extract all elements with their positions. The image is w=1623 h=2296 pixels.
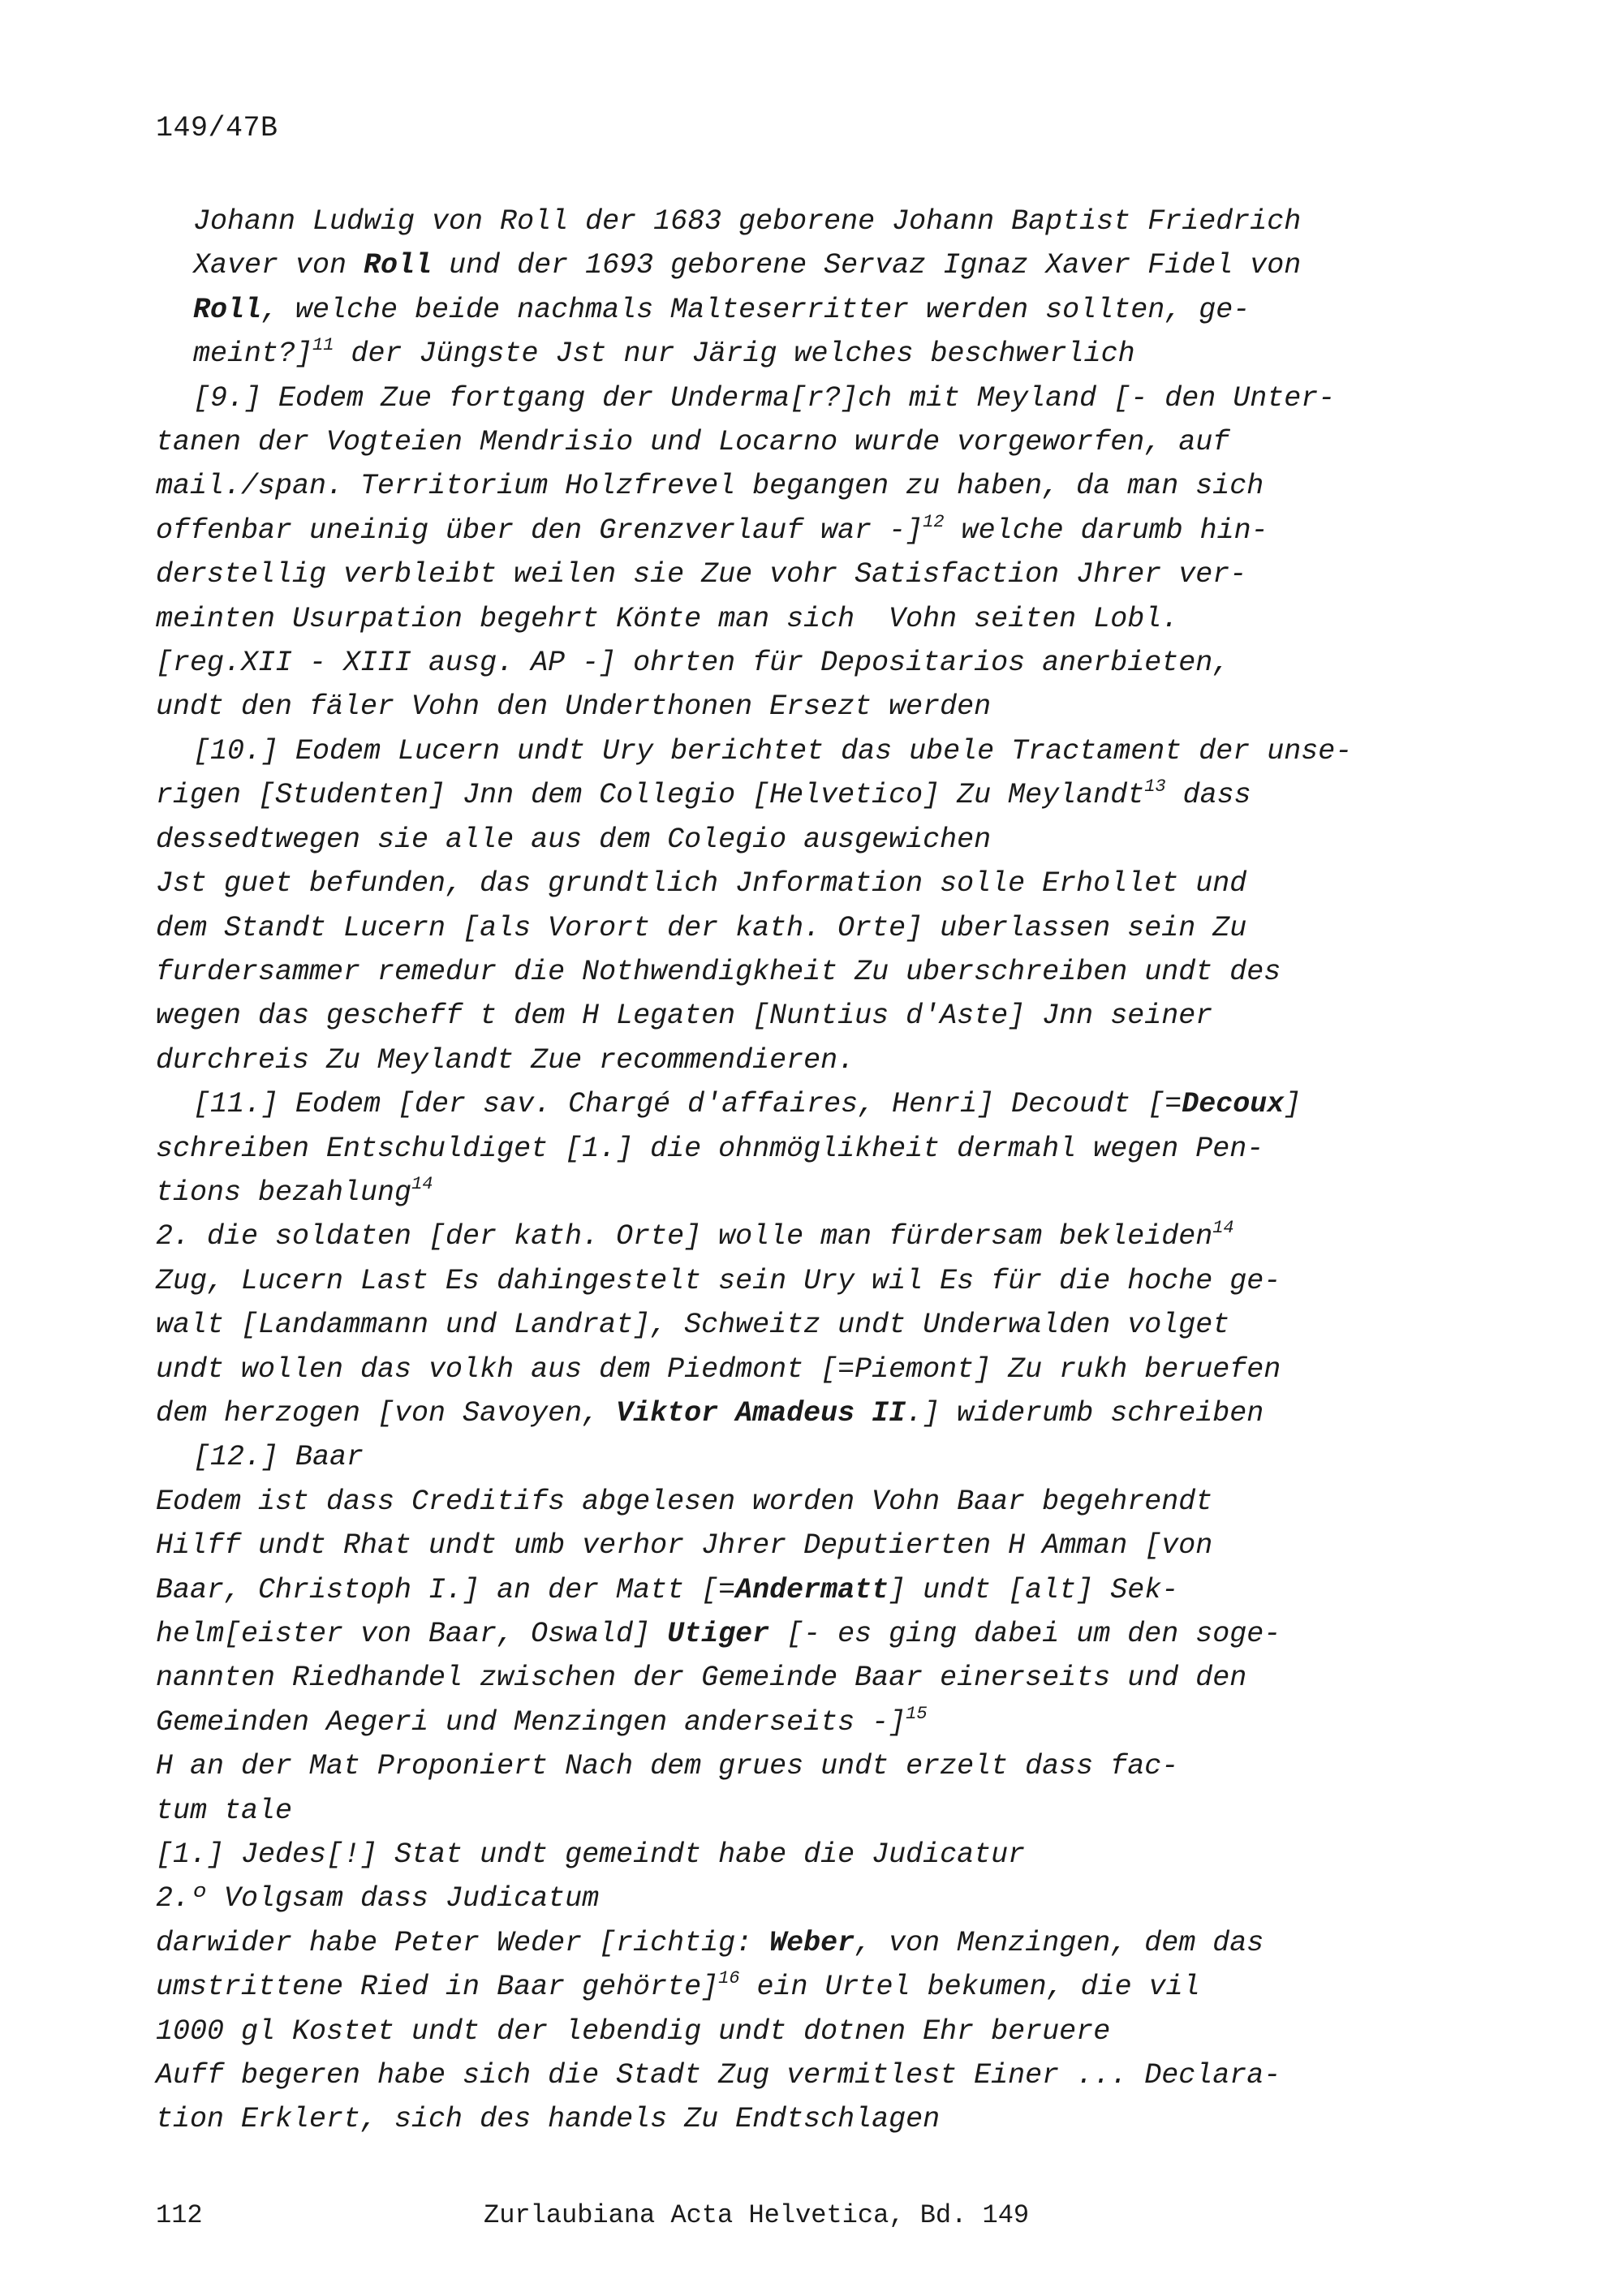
name-bold: Decoux [1182, 1088, 1285, 1121]
text-line: [10.] Eodem Lucern undt Ury berichtet das ubele Tractament der unse- [193, 734, 1353, 767]
text-line: Eodem ist dass Creditifs abgelesen worden Vohn Baar begehrendt [156, 1485, 1213, 1518]
text-line: undt wollen das volkh aus dem Piedmont [=Piemont] Zu rukh beruefen [156, 1352, 1281, 1386]
text-line: Jst guet befunden, das grundtlich Jnformation solle Erhollet und [156, 867, 1247, 901]
text-line: helm[eister von Baar, Oswald] Utiger [- es ging dabei um den soge- [156, 1618, 1281, 1650]
footnote-ref: 12 [923, 511, 945, 532]
document-body [156, 200, 1422, 2142]
page-footer [156, 2200, 1029, 2230]
text-line: Auff begeren habe sich die Stadt Zug vermitlest Einer ... Declara- [156, 2059, 1281, 2092]
text-line: walt [Landammann und Landrat], Schweitz undt Underwalden volget [156, 1309, 1230, 1342]
text-line: Johann Ludwig von Roll der 1683 geborene Johann Baptist Friedrich [193, 205, 1302, 238]
text-line: [9.] Eodem Zue fortgang der Underma[r?]ch mit Meyland [- den Unter- [193, 381, 1336, 415]
publication-title: Zurlaubiana Acta Helvetica, Bd. 149 [484, 2200, 1030, 2230]
footnote-ref: 14 [411, 1173, 433, 1194]
text-line: dem Standt Lucern [als Vorort der kath. Orte] uberlassen sein Zu [156, 911, 1247, 944]
name-bold: Weber [769, 1926, 855, 1959]
text-line: dessedtwegen sie alle aus dem Colegio ausgewichen [156, 823, 992, 856]
paragraph-11 [156, 1082, 1422, 1435]
text-line: H an der Mat Proponiert Nach dem grues undt erzelt dass fac- [156, 1750, 1179, 1783]
text-line: Gemeinden Aegeri und Menzingen anderseits -]$^{15}$ [156, 1703, 928, 1739]
text-line: derstellig verbleibt weilen sie Zue vohr Satisfaction Jhrer ver- [156, 558, 1247, 591]
paragraph-9 [156, 376, 1422, 729]
footnote-ref: 16 [718, 1968, 740, 1989]
text-line: tum tale [156, 1794, 293, 1827]
text-line: tion Erklert, sich des handels Zu Endtschlagen [156, 2103, 941, 2136]
footnote-ref: 11 [312, 335, 334, 356]
text-line: tanen der Vogteien Mendrisio und Locarno wurde vorgeworfen, auf [156, 426, 1230, 459]
text-line: [12.] Baar [193, 1441, 364, 1474]
name-bold: Andermatt [735, 1573, 889, 1606]
text-line: nannten Riedhandel zwischen der Gemeinde Baar einerseits und den [156, 1662, 1247, 1695]
text-line: schreiben Entschuldiget [1.] die ohnmöglikheit dermahl wegen Pen- [156, 1132, 1264, 1165]
text-line: mail./span. Territorium Holzfrevel begangen zu haben, da man sich [156, 470, 1264, 503]
page-number: 112 [156, 2200, 203, 2230]
text-line: 1000 gl Kostet undt der lebendig undt dotnen Ehr beruere [156, 2014, 1111, 2048]
text-line: durchreis Zu Meylandt Zue recommendieren. [156, 1043, 855, 1077]
footnote-ref: 15 [906, 1703, 928, 1724]
continuation-paragraph [156, 200, 1422, 376]
text-line: Roll, welche beide nachmals Malteserritter werden sollten, ge- [193, 293, 1251, 326]
text-line: Xaver von Roll und der 1693 geborene Servaz Ignaz Xaver Fidel von [193, 249, 1302, 282]
text-line: [reg.XII - XIII ausg. AP -] ohrten für Depositarios anerbieten, [156, 647, 1230, 680]
paragraph-10 [156, 729, 1422, 1082]
text-line: meint?]$^{11}$ der Jüngste Jst nur Järig welches beschwerlich [193, 335, 1135, 371]
name-bold: Viktor Amadeus II [616, 1396, 906, 1430]
text-line: 2.º Volgsam dass Judicatum [156, 1882, 600, 1915]
text-line: Baar, Christoph I.] an der Matt [=Andermatt] undt [alt] Sek- [156, 1573, 1179, 1606]
text-line: Zug, Lucern Last Es dahingestelt sein Ury wil Es für die hoche ge- [156, 1264, 1281, 1297]
text-line: [1.] Jedes[!] Stat undt gemeindt habe die Judicatur [156, 1838, 1026, 1872]
name-bold: Roll [364, 249, 433, 282]
text-line: dem herzogen [von Savoyen, Viktor Amadeus II.] widerumb schreiben [156, 1396, 1264, 1430]
paragraph-12 [156, 1435, 1422, 2142]
text-line: undt den fäler Vohn den Underthonen Ersezt werden [156, 690, 992, 724]
text-line: tions bezahlung$^{14}$ [156, 1173, 433, 1209]
text-line: umstrittene Ried in Baar gehörte]$^{16}$ ein Urtel bekumen, die vil [156, 1968, 1200, 2004]
name-bold: Utiger [667, 1618, 770, 1650]
name-bold: Roll [193, 293, 262, 326]
text-line: meinten Usurpation begehrt Könte man sich Vohn seiten Lobl. [156, 602, 1179, 635]
text-line: darwider habe Peter Weder [richtig: Weber, von Menzingen, dem das [156, 1926, 1264, 1959]
footnote-ref: 13 [1144, 776, 1166, 798]
page-reference: 149/47B [156, 112, 278, 144]
text-line: Hilff undt Rhat undt umb verhor Jhrer Deputierten H Amman [von [156, 1529, 1213, 1563]
text-line: offenbar uneinig über den Grenzverlauf war -]$^{12}$ welche darumb hin- [156, 511, 1268, 547]
text-line: furdersammer remedur die Nothwendigkheit Zu uberschreiben undt des [156, 955, 1281, 988]
text-line: 2. die soldaten [der kath. Orte] wolle man fürdersam bekleiden$^{14}$ [156, 1218, 1234, 1253]
text-line: wegen das gescheff t dem H Legaten [Nuntius d'Aste] Jnn seiner [156, 1000, 1213, 1033]
footnote-ref: 14 [1212, 1218, 1234, 1239]
text-line: [11.] Eodem [der sav. Chargé d'affaires, Henri] Decoudt [=Decoux] [193, 1088, 1302, 1121]
text-line: rigen [Studenten] Jnn dem Collegio [Helvetico] Zu Meylandt$^{13}$ dass [156, 776, 1251, 812]
